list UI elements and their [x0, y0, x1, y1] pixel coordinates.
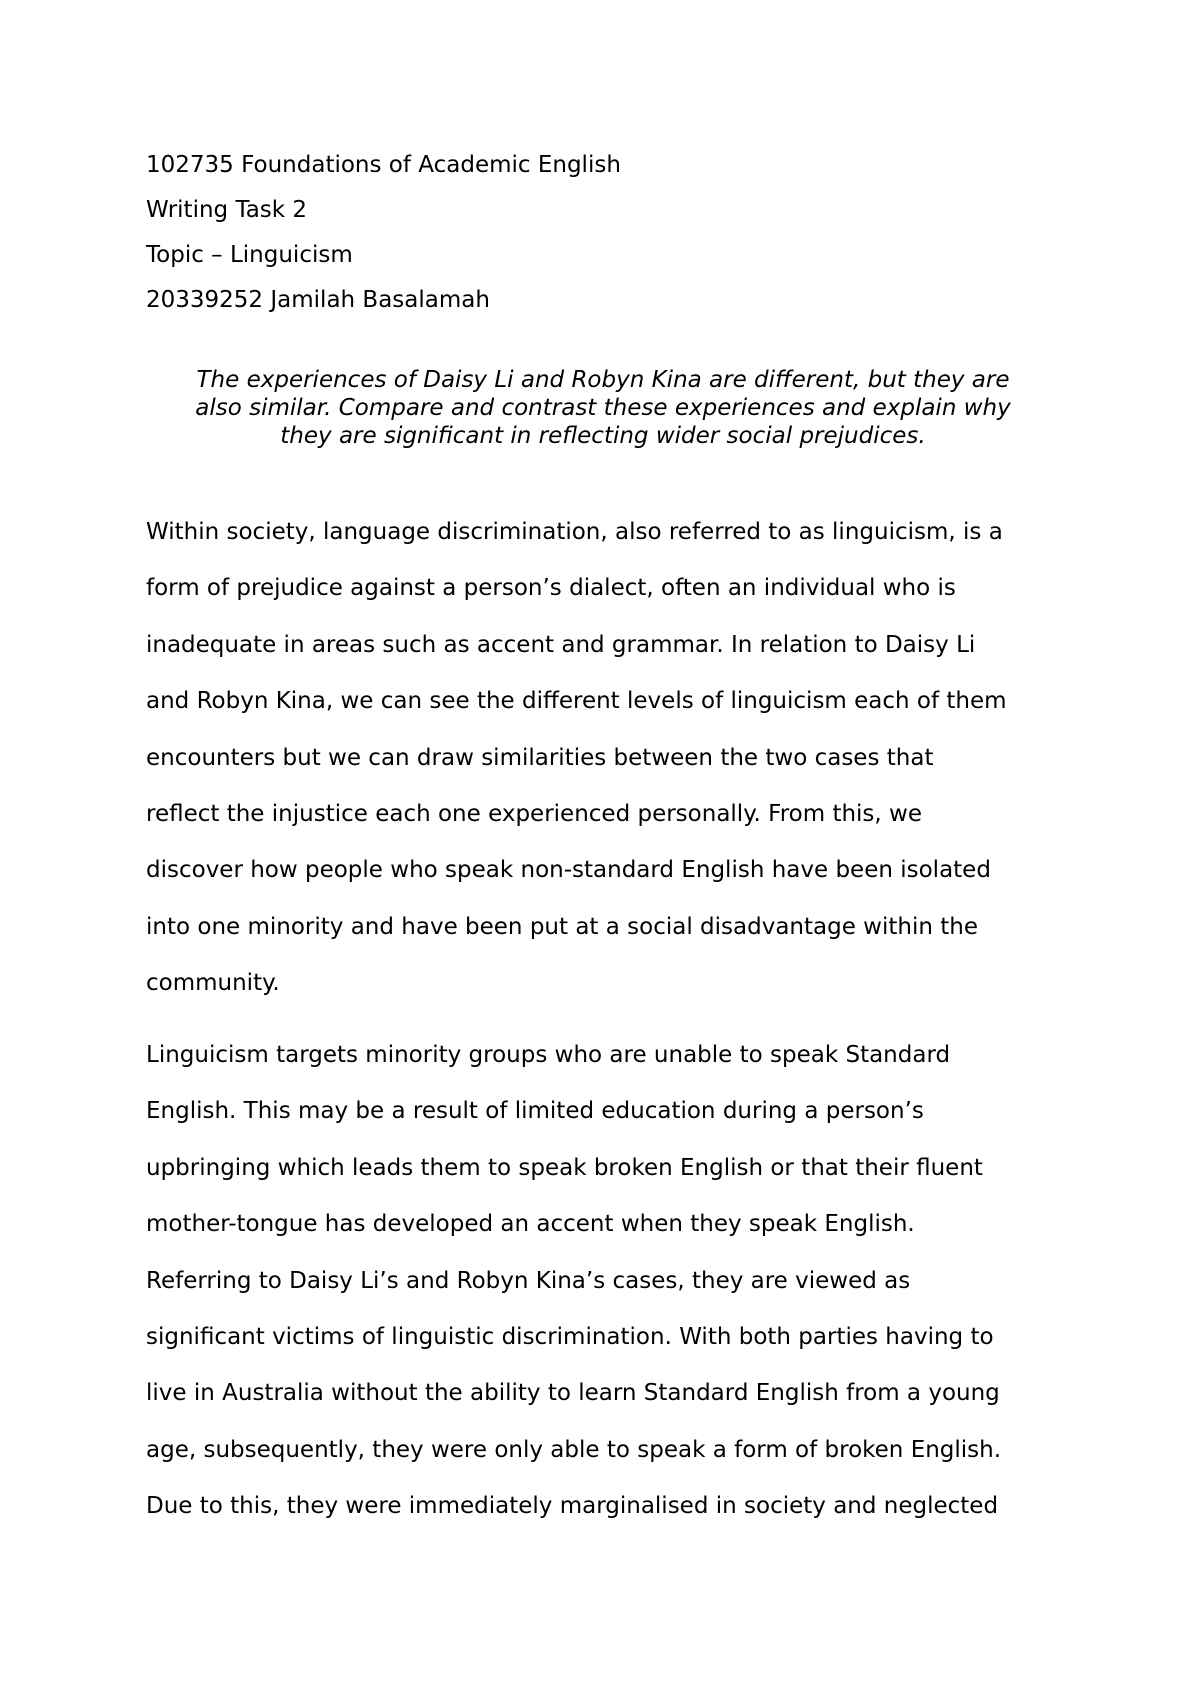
paragraph-line: community. — [146, 970, 280, 997]
document-header — [146, 143, 1066, 323]
task-title: Writing Task 2 — [146, 197, 308, 223]
topic-line: Topic – Linguicism — [146, 242, 353, 268]
paragraph-line: inadequate in areas such as accent and grammar. In relation to Daisy Li — [146, 631, 976, 658]
paragraph-line: significant victims of linguistic discrimination. With both parties having to — [146, 1324, 994, 1351]
paragraph-line: Within society, language discrimination, also referred to as linguicism, is a — [146, 519, 1003, 545]
paragraph-line: mother-tongue has developed an accent when they speak English. — [146, 1211, 915, 1238]
paragraph-line: into one minority and have been put at a social disadvantage within the — [146, 913, 978, 940]
paragraph-line: age, subsequently, they were only able to speak a form of broken English. — [146, 1436, 1002, 1463]
paragraph-line: encounters but we can draw similarities between the two cases that — [146, 744, 934, 771]
paragraph-line: English. This may be a result of limited education during a person’s — [146, 1098, 924, 1125]
paragraph-line: discover how people who speak non-standard English have been isolated — [146, 857, 991, 884]
body-paragraph-1 — [146, 504, 1106, 1012]
course-title: 102735 Foundations of Academic English — [146, 152, 621, 178]
question-line: they are significant in reflecting wider social prejudices. — [280, 423, 926, 449]
question-line: also similar. Compare and contrast these experiences and explain why — [195, 395, 1011, 421]
paragraph-line: and Robyn Kina, we can see the different levels of linguicism each of them — [146, 688, 1007, 715]
paragraph-line: Referring to Daisy Li’s and Robyn Kina’s cases, they are viewed as — [146, 1267, 911, 1294]
paragraph-line: reflect the injustice each one experienced personally. From this, we — [146, 801, 922, 828]
paragraph-line: upbringing which leads them to speak broken English or that their fluent — [146, 1154, 983, 1181]
paragraph-line: form of prejudice against a person’s dialect, often an individual who is — [146, 575, 956, 602]
question-line: The experiences of Daisy Li and Robyn Kina are different, but they are — [196, 367, 1010, 393]
student-line: 20339252 Jamilah Basalamah — [146, 287, 490, 313]
paragraph-line: live in Australia without the ability to learn Standard English from a young — [146, 1380, 1000, 1407]
paragraph-line: Due to this, they were immediately marginalised in society and neglected — [146, 1493, 999, 1520]
essay-question — [146, 366, 1060, 450]
paragraph-line: Linguicism targets minority groups who are unable to speak Standard — [146, 1042, 951, 1068]
body-paragraph-2 — [146, 1027, 1106, 1535]
